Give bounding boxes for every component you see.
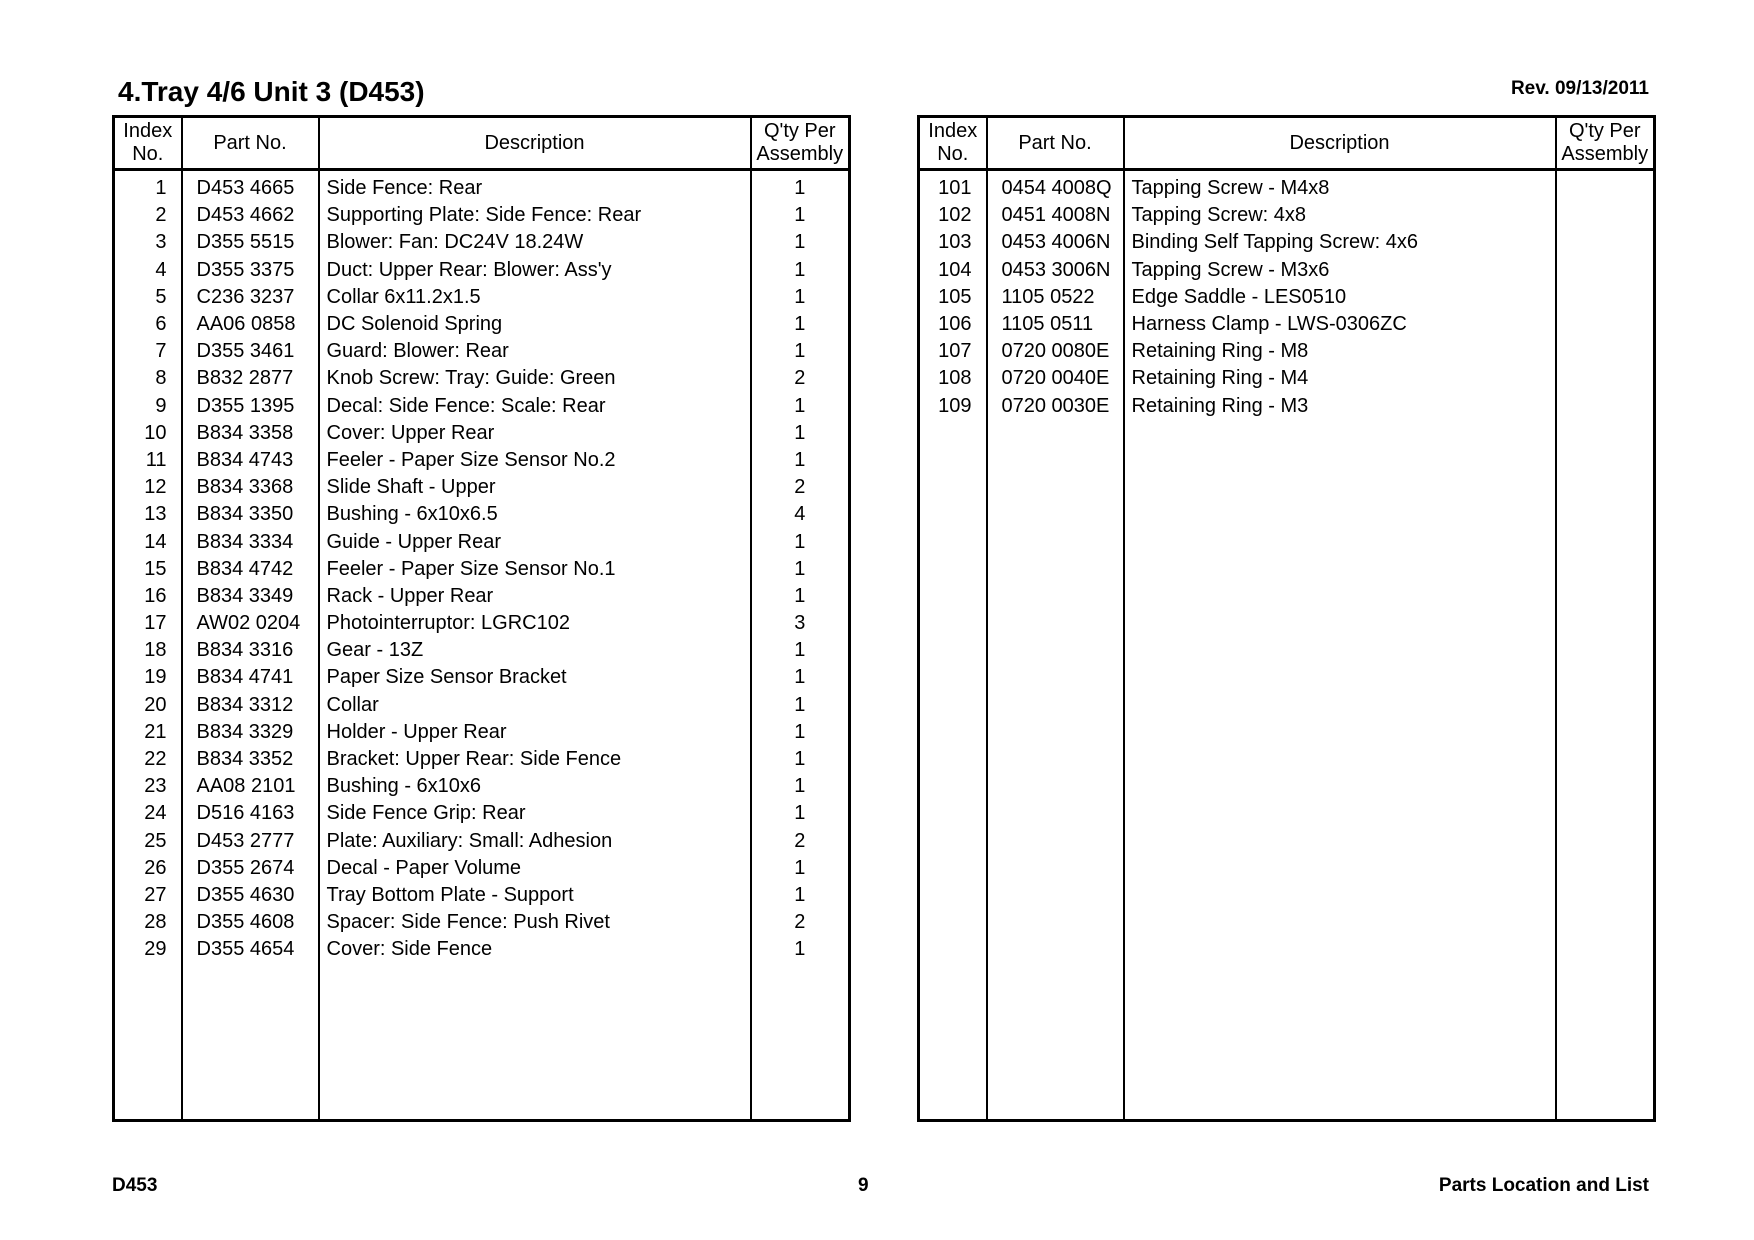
table-row [114, 393, 850, 420]
index-cell: 27 [144, 883, 167, 906]
description-cell: Feeler - Paper Size Sensor No.2 [319, 447, 751, 474]
column-header-index: Index No. [919, 117, 987, 170]
part-number-cell: B834 4741 [182, 664, 319, 691]
quantity-cell: 1 [751, 556, 850, 583]
part-number-cell: B834 3352 [182, 746, 319, 773]
table-filler-row [114, 963, 850, 1120]
part-number-cell: 0720 0030E [987, 393, 1124, 420]
quantity-cell [1556, 170, 1655, 203]
part-number-cell: B834 3329 [182, 719, 319, 746]
index-cell: 2 [155, 204, 167, 227]
index-cell: 9 [155, 394, 167, 417]
description-cell: Decal: Side Fence: Scale: Rear [319, 393, 751, 420]
parts-table-left [112, 115, 851, 1122]
description-cell: Tapping Screw: 4x8 [1124, 202, 1556, 229]
index-cell: 29 [144, 938, 167, 961]
index-cell: 14 [144, 530, 167, 553]
description-cell: Tapping Screw - M4x8 [1124, 170, 1556, 203]
part-number-cell: B834 3358 [182, 420, 319, 447]
part-number-cell: 0453 4006N [987, 229, 1124, 256]
index-cell: 8 [155, 367, 167, 390]
part-number-cell: 0453 3006N [987, 257, 1124, 284]
description-cell: Spacer: Side Fence: Push Rivet [319, 909, 751, 936]
description-cell: Paper Size Sensor Bracket [319, 664, 751, 691]
description-cell: Edge Saddle - LES0510 [1124, 284, 1556, 311]
index-cell: 15 [144, 557, 167, 580]
part-number-cell: AA06 0858 [182, 311, 319, 338]
part-number-cell: B834 3312 [182, 692, 319, 719]
description-cell: Retaining Ring - M3 [1124, 393, 1556, 420]
description-cell: Binding Self Tapping Screw: 4x6 [1124, 229, 1556, 256]
index-cell: 104 [938, 258, 972, 281]
table-row [114, 556, 850, 583]
table-row [919, 229, 1655, 256]
quantity-cell: 1 [751, 528, 850, 555]
parts-table-body [919, 170, 1655, 1121]
part-number-cell: D453 4665 [182, 170, 319, 203]
quantity-cell: 1 [751, 202, 850, 229]
table-row [919, 202, 1655, 229]
index-cell: 1 [155, 177, 167, 200]
parts-table-right [917, 115, 1656, 1122]
index-cell: 10 [144, 421, 167, 444]
index-cell: 20 [144, 693, 167, 716]
quantity-cell: 1 [751, 583, 850, 610]
index-cell: 107 [938, 340, 972, 363]
index-cell: 16 [144, 584, 167, 607]
quantity-cell [1556, 393, 1655, 420]
table-row [114, 692, 850, 719]
table-row [919, 257, 1655, 284]
description-cell: Duct: Upper Rear: Blower: Ass'y [319, 257, 751, 284]
table-row [114, 365, 850, 392]
quantity-cell: 4 [751, 501, 850, 528]
description-cell: DC Solenoid Spring [319, 311, 751, 338]
quantity-cell: 2 [751, 474, 850, 501]
table-row [114, 637, 850, 664]
description-cell: Retaining Ring - M8 [1124, 338, 1556, 365]
quantity-cell: 1 [751, 447, 850, 474]
table-row [114, 773, 850, 800]
description-cell: Decal - Paper Volume [319, 855, 751, 882]
description-cell: Cover: Side Fence [319, 936, 751, 963]
description-cell: Slide Shaft - Upper [319, 474, 751, 501]
column-header-qty: Q'ty Per Assembly [1556, 117, 1655, 170]
footer-page-number: 9 [858, 1175, 869, 1196]
quantity-cell: 1 [751, 664, 850, 691]
quantity-cell: 2 [751, 365, 850, 392]
quantity-cell: 1 [751, 311, 850, 338]
table-row [114, 170, 850, 203]
table-row [114, 746, 850, 773]
part-number-cell: D355 3461 [182, 338, 319, 365]
table-row [114, 610, 850, 637]
description-cell: Knob Screw: Tray: Guide: Green [319, 365, 751, 392]
column-header-qty: Q'ty Per Assembly [751, 117, 850, 170]
part-number-cell: B834 4742 [182, 556, 319, 583]
part-number-cell: D355 4608 [182, 909, 319, 936]
table-row [114, 909, 850, 936]
quantity-cell: 1 [751, 746, 850, 773]
quantity-cell: 3 [751, 610, 850, 637]
description-cell: Supporting Plate: Side Fence: Rear [319, 202, 751, 229]
footer-section: Parts Location and List [1438, 1175, 1649, 1196]
description-cell: Bushing - 6x10x6 [319, 773, 751, 800]
table-row [114, 257, 850, 284]
description-cell: Retaining Ring - M4 [1124, 365, 1556, 392]
quantity-cell [1556, 338, 1655, 365]
column-header-part-no: Part No. [987, 117, 1124, 170]
quantity-cell: 1 [751, 229, 850, 256]
table-row [114, 882, 850, 909]
description-cell: Feeler - Paper Size Sensor No.1 [319, 556, 751, 583]
footer-model: D453 [112, 1175, 158, 1196]
index-cell: 106 [938, 313, 972, 336]
index-cell: 5 [155, 285, 167, 308]
index-cell: 17 [144, 612, 167, 635]
index-cell: 105 [938, 285, 972, 308]
column-header-description: Description [1124, 117, 1556, 170]
quantity-cell: 1 [751, 284, 850, 311]
index-cell: 4 [155, 258, 167, 281]
part-number-cell: D355 4654 [182, 936, 319, 963]
index-cell: 12 [144, 476, 167, 499]
quantity-cell: 1 [751, 800, 850, 827]
description-cell: Bracket: Upper Rear: Side Fence [319, 746, 751, 773]
table-row [114, 800, 850, 827]
part-number-cell: D453 4662 [182, 202, 319, 229]
description-cell: Guide - Upper Rear [319, 528, 751, 555]
part-number-cell: D355 3375 [182, 257, 319, 284]
table-row [114, 828, 850, 855]
table-row [114, 311, 850, 338]
index-cell: 11 [145, 448, 167, 471]
table-row [919, 393, 1655, 420]
description-cell: Tapping Screw - M3x6 [1124, 257, 1556, 284]
quantity-cell [1556, 284, 1655, 311]
table-row [114, 855, 850, 882]
table-row [114, 719, 850, 746]
table-row [114, 284, 850, 311]
index-cell: 25 [144, 829, 167, 852]
index-cell: 23 [144, 775, 167, 798]
index-cell: 21 [144, 720, 167, 743]
description-cell: Plate: Auxiliary: Small: Adhesion [319, 828, 751, 855]
table-row [114, 338, 850, 365]
table-row [114, 583, 850, 610]
part-number-cell: 0454 4008Q [987, 170, 1124, 203]
description-cell: Side Fence: Rear [319, 170, 751, 203]
table-row [919, 170, 1655, 203]
quantity-cell: 1 [751, 855, 850, 882]
quantity-cell: 1 [751, 637, 850, 664]
part-number-cell: 0720 0080E [987, 338, 1124, 365]
part-number-cell: B834 3334 [182, 528, 319, 555]
index-cell: 102 [938, 204, 972, 227]
description-cell: Collar [319, 692, 751, 719]
index-cell: 19 [144, 666, 167, 689]
part-number-cell: AW02 0204 [182, 610, 319, 637]
description-cell: Rack - Upper Rear [319, 583, 751, 610]
column-header-part-no: Part No. [182, 117, 319, 170]
part-number-cell: 1105 0522 [987, 284, 1124, 311]
quantity-cell: 1 [751, 692, 850, 719]
part-number-cell: B834 3316 [182, 637, 319, 664]
description-cell: Photointerruptor: LGRC102 [319, 610, 751, 637]
part-number-cell: B834 3349 [182, 583, 319, 610]
index-cell: 18 [144, 639, 167, 662]
index-cell: 6 [155, 313, 167, 336]
index-cell: 24 [144, 802, 167, 825]
part-number-cell: B834 3350 [182, 501, 319, 528]
quantity-cell: 1 [751, 257, 850, 284]
quantity-cell: 1 [751, 170, 850, 203]
part-number-cell: D355 4630 [182, 882, 319, 909]
description-cell: Holder - Upper Rear [319, 719, 751, 746]
quantity-cell [1556, 257, 1655, 284]
description-cell: Guard: Blower: Rear [319, 338, 751, 365]
table-row [114, 420, 850, 447]
quantity-cell [1556, 311, 1655, 338]
quantity-cell: 2 [751, 828, 850, 855]
quantity-cell: 1 [751, 882, 850, 909]
description-cell: Side Fence Grip: Rear [319, 800, 751, 827]
part-number-cell: 0720 0040E [987, 365, 1124, 392]
table-row [114, 202, 850, 229]
quantity-cell: 1 [751, 393, 850, 420]
quantity-cell: 1 [751, 773, 850, 800]
part-number-cell: 1105 0511 [987, 311, 1124, 338]
table-filler-row [919, 420, 1655, 1121]
table-row [919, 338, 1655, 365]
index-cell: 26 [144, 856, 167, 879]
quantity-cell: 2 [751, 909, 850, 936]
part-number-cell: D516 4163 [182, 800, 319, 827]
index-cell: 13 [144, 503, 167, 526]
page-title: 4.Tray 4/6 Unit 3 (D453) [118, 76, 425, 107]
part-number-cell: D453 2777 [182, 828, 319, 855]
index-cell: 109 [938, 394, 972, 417]
part-number-cell: D355 2674 [182, 855, 319, 882]
quantity-cell: 1 [751, 420, 850, 447]
part-number-cell: B834 4743 [182, 447, 319, 474]
table-row [919, 311, 1655, 338]
part-number-cell: B832 2877 [182, 365, 319, 392]
index-cell: 101 [938, 177, 972, 200]
table-row [114, 664, 850, 691]
table-row [114, 528, 850, 555]
parts-table-body [114, 170, 850, 1121]
table-row [114, 936, 850, 963]
revision-date: Rev. 09/13/2011 [1510, 78, 1649, 99]
description-cell: Gear - 13Z [319, 637, 751, 664]
quantity-cell: 1 [751, 338, 850, 365]
quantity-cell: 1 [751, 936, 850, 963]
description-cell: Bushing - 6x10x6.5 [319, 501, 751, 528]
table-row [114, 229, 850, 256]
part-number-cell: 0451 4008N [987, 202, 1124, 229]
description-cell: Collar 6x11.2x1.5 [319, 284, 751, 311]
part-number-cell: AA08 2101 [182, 773, 319, 800]
part-number-cell: C236 3237 [182, 284, 319, 311]
part-number-cell: B834 3368 [182, 474, 319, 501]
quantity-cell [1556, 229, 1655, 256]
quantity-cell [1556, 202, 1655, 229]
description-cell: Cover: Upper Rear [319, 420, 751, 447]
index-cell: 103 [938, 231, 972, 254]
index-cell: 3 [155, 231, 167, 254]
description-cell: Blower: Fan: DC24V 18.24W [319, 229, 751, 256]
quantity-cell: 1 [751, 719, 850, 746]
description-cell: Harness Clamp - LWS-0306ZC [1124, 311, 1556, 338]
part-number-cell: D355 5515 [182, 229, 319, 256]
table-row [114, 501, 850, 528]
index-cell: 28 [144, 911, 167, 934]
part-number-cell: D355 1395 [182, 393, 319, 420]
description-cell: Tray Bottom Plate - Support [319, 882, 751, 909]
index-cell: 108 [938, 367, 972, 390]
column-header-description: Description [319, 117, 751, 170]
table-row [114, 447, 850, 474]
index-cell: 7 [155, 340, 167, 363]
index-cell: 22 [144, 748, 167, 771]
column-header-index: Index No. [114, 117, 182, 170]
table-row [919, 365, 1655, 392]
table-row [919, 284, 1655, 311]
table-row [114, 474, 850, 501]
quantity-cell [1556, 365, 1655, 392]
